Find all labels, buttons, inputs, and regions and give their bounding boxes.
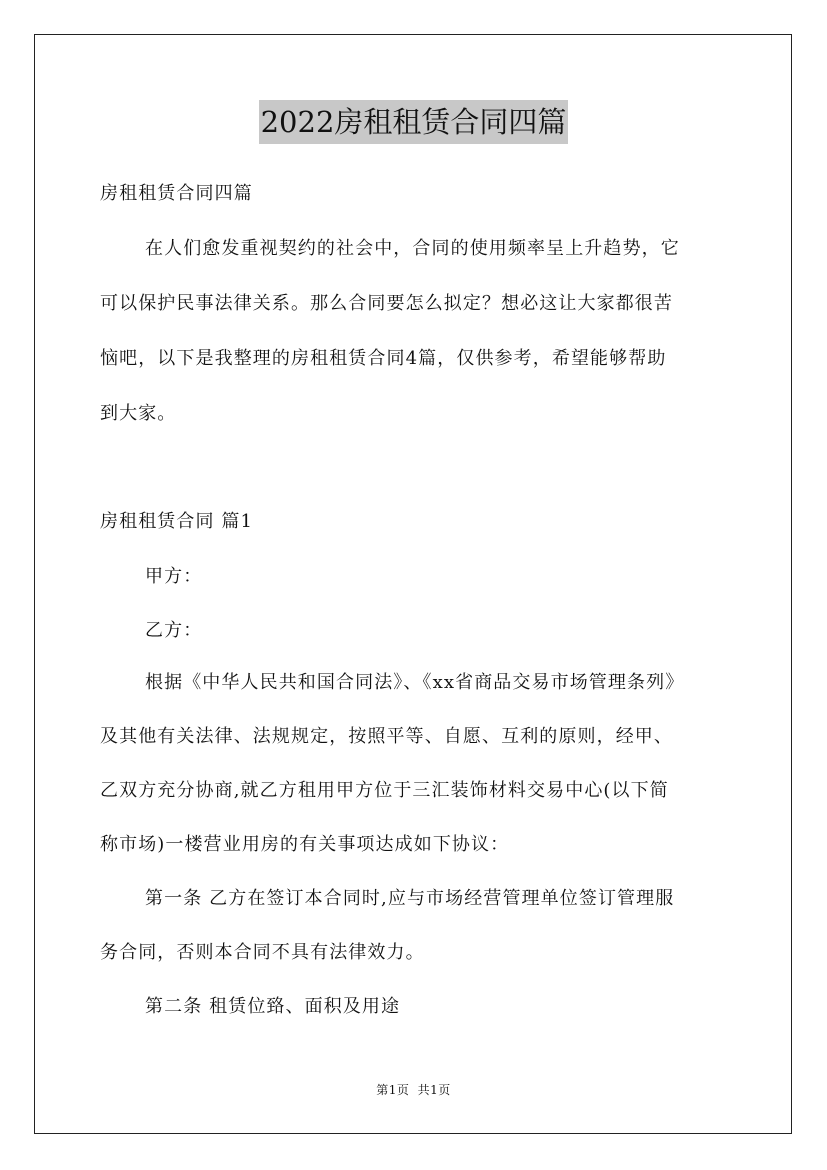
party-a-label: 甲方： — [145, 566, 203, 587]
paragraph-line: 称市场)一楼营业用房的有关事项达成如下协议： — [100, 834, 510, 855]
paragraph-line: 根据《中华人民共和国合同法》、《xx省商品交易市场管理条列》 — [145, 672, 685, 693]
paragraph-line: 到大家。 — [100, 403, 177, 424]
paragraph-line: 乙双方充分协商,就乙方租用甲方位于三汇装饰材料交易中心(以下简 — [100, 780, 669, 801]
clause-line: 第一条 乙方在签订本合同时,应与市场经营管理单位签订管理服 — [145, 888, 675, 909]
paragraph-line: 及其他有关法律、法规规定，按照平等、自愿、互利的原则，经甲、 — [100, 726, 673, 747]
party-b-label: 乙方： — [145, 620, 203, 641]
section-heading: 房租租赁合同 篇1 — [100, 511, 254, 532]
page-number: 第1页 — [376, 1083, 410, 1097]
subtitle-line: 房租租赁合同四篇 — [100, 183, 253, 204]
paragraph-line: 恼吧，以下是我整理的房租租赁合同4篇，仅供参考，希望能够帮助 — [100, 348, 667, 369]
paragraph-line: 在人们愈发重视契约的社会中，合同的使用频率呈上升趋势，它 — [145, 238, 680, 259]
paragraph-line: 可以保护民事法律关系。那么合同要怎么拟定？想必这让大家都很苦 — [100, 293, 673, 314]
title-container — [0, 100, 827, 144]
document-title: 2022房租租赁合同四篇 — [259, 100, 569, 144]
page-footer — [0, 1082, 827, 1098]
page-total: 共1页 — [417, 1083, 451, 1097]
clause-line: 第二条 租赁位臵、面积及用途 — [145, 996, 401, 1017]
clause-line: 务合同，否则本合同不具有法律效力。 — [100, 942, 425, 963]
